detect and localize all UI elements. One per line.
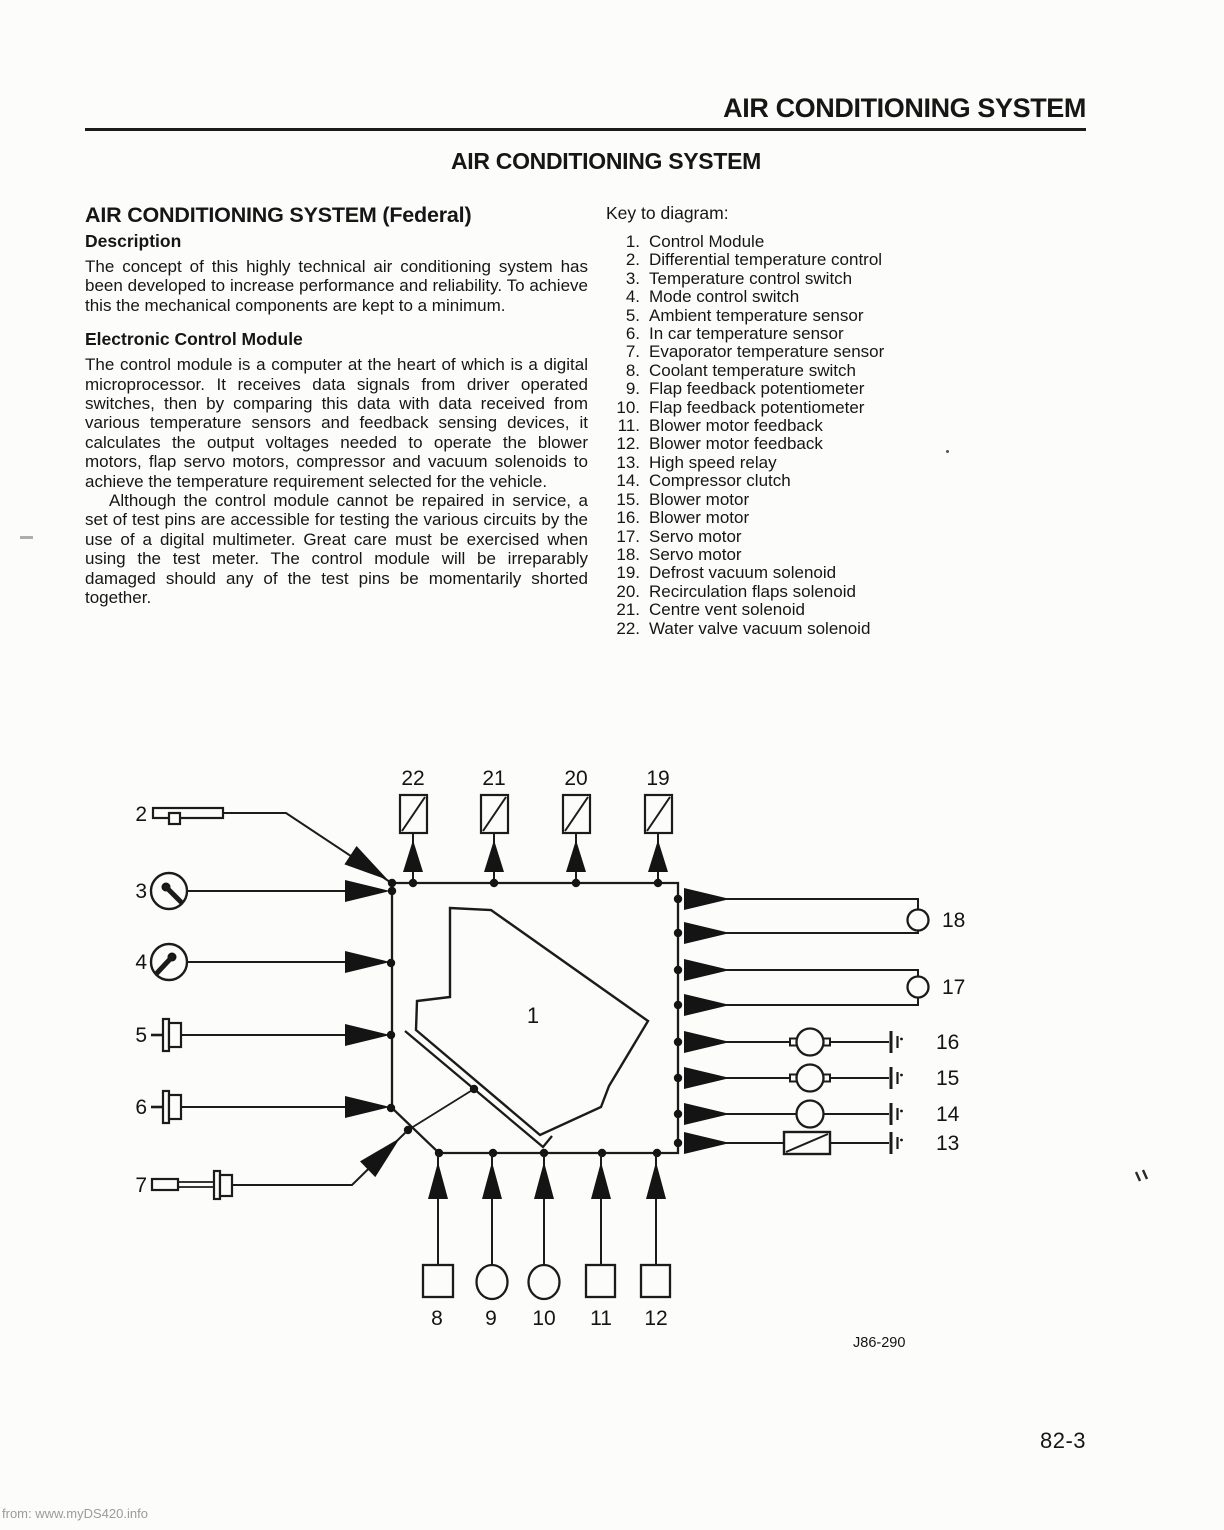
page-header-title: AIR CONDITIONING SYSTEM: [723, 93, 1086, 123]
scan-artifact-dot: [946, 450, 949, 453]
node-14-compressor-clutch: [684, 1101, 960, 1128]
node-9-flap-feedback-potentiometer: [477, 1153, 508, 1330]
node-label-19: 19: [646, 767, 670, 790]
node-label-20: 20: [564, 767, 588, 790]
figure-code: J86-290: [853, 1335, 906, 1351]
node-label-16: 16: [936, 1031, 960, 1054]
node-10-flap-feedback-potentiometer: [529, 1153, 560, 1330]
key-item-7: 7. Evaporator temperature sensor: [625, 342, 885, 362]
ecm-paragraph-2: Although the control module cannot be repaired in service, a set of test pins are accessible for testing the various circuits by the use of a digital multimeter. Great care must be exercised when using the test meter. The control module will be irreparably damaged should any of the test pins be momentarily shorted together.: [85, 491, 588, 608]
ground-symbol-16: [891, 1031, 903, 1053]
node-label-5: 5: [135, 1024, 147, 1047]
node-label-18: 18: [942, 909, 966, 932]
node-13-high-speed-relay: [684, 1132, 959, 1155]
node-label-21: 21: [482, 767, 506, 790]
key-item-11: 11. Blower motor feedback: [617, 416, 823, 436]
key-item-12: 12. Blower motor feedback: [616, 434, 823, 454]
node-label-11: 11: [590, 1307, 612, 1330]
node-label-6: 6: [135, 1096, 147, 1119]
key-item-18: 18. Servo motor: [616, 544, 742, 564]
node-18-servo-motor: [684, 888, 965, 944]
header-rule: [85, 128, 1086, 131]
key-item-17: 17. Servo motor: [616, 526, 742, 546]
key-column: [606, 203, 1066, 638]
key-item-22: 22. Water valve vacuum solenoid: [616, 618, 871, 638]
node-8-coolant-temperature-switch: [423, 1153, 453, 1330]
node-label-22: 22: [401, 767, 425, 790]
node-label-1: 1: [526, 1003, 540, 1028]
ground-symbol-15: [891, 1067, 903, 1089]
ecm-paragraph-1: The control module is a computer at the heart of which is a digital microprocessor. It receives data signals from driver operated switches, then by comparing this data with data received from various temperature sensors and feedback sensing devices, it calculates the output voltages needed to operate the blower motors, flap servo motors, compressor and vacuum solenoids to achieve the temperature requirement selected for the vehicle.: [85, 355, 588, 491]
key-item-5: 5. Ambient temperature sensor: [625, 305, 864, 325]
node-label-14: 14: [936, 1103, 960, 1126]
key-list: [606, 233, 1066, 638]
node-2-differential-temperature-control: [135, 803, 396, 889]
node-label-3: 3: [135, 880, 147, 903]
key-item-4: 4. Mode control switch: [625, 287, 800, 307]
key-heading: Key to diagram:: [606, 203, 729, 223]
key-item-10: 10. Flap feedback potentiometer: [616, 397, 865, 417]
key-item-20: 20. Recirculation flaps solenoid: [616, 581, 856, 601]
node-20-recirculation-flaps-solenoid: [563, 767, 590, 887]
key-item-6: 6. In car temperature sensor: [625, 324, 844, 344]
node-label-7: 7: [135, 1174, 147, 1197]
key-item-13: 13. High speed relay: [616, 452, 777, 472]
node-4-mode-control-switch: [135, 944, 395, 980]
page-title: AIR CONDITIONING SYSTEM: [450, 148, 761, 174]
scan-artifact-dash: [20, 536, 33, 539]
node-16-blower-motor: [684, 1029, 959, 1056]
key-item-8: 8. Coolant temperature switch: [625, 360, 856, 380]
key-item-21: 21. Centre vent solenoid: [616, 600, 805, 620]
description-heading: Description: [85, 231, 182, 251]
node-12-blower-motor-feedback: [641, 1153, 670, 1330]
node-label-17: 17: [942, 976, 966, 999]
wiring-diagram-figure: [0, 755, 1224, 1375]
node-6-in-car-temperature-sensor: [135, 1091, 395, 1123]
wiring-diagram: [0, 755, 1224, 1375]
node-label-10: 10: [532, 1307, 556, 1330]
node-label-8: 8: [431, 1307, 443, 1330]
key-item-2: 2. Differential temperature control: [625, 250, 883, 270]
description-paragraph: The concept of this highly technical air conditioning system has been developed to increase performance and reliability. To achieve this the mechanical components are kept to a minimum.: [85, 257, 588, 315]
node-3-temperature-control-switch: [135, 873, 396, 909]
key-item-19: 19. Defrost vacuum solenoid: [616, 563, 837, 583]
ground-symbol-13: [891, 1132, 903, 1154]
node-22-water-valve-vacuum-solenoid: [400, 767, 427, 887]
node-label-12: 12: [644, 1307, 668, 1330]
node-17-servo-motor: [684, 959, 965, 1016]
page-number: 82-3: [1040, 1428, 1087, 1453]
node-label-13: 13: [936, 1132, 960, 1155]
key-item-3: 3. Temperature control switch: [625, 268, 853, 288]
node-label-2: 2: [135, 803, 147, 826]
node-label-15: 15: [936, 1067, 960, 1090]
section-heading: AIR CONDITIONING SYSTEM (Federal): [85, 203, 472, 227]
node-label-4: 4: [135, 951, 147, 974]
node-21-centre-vent-solenoid: [481, 767, 508, 887]
node-5-ambient-temperature-sensor: [135, 1019, 395, 1051]
key-item-16: 16. Blower motor: [616, 508, 750, 528]
key-item-9: 9. Flap feedback potentiometer: [625, 379, 865, 399]
node-15-blower-motor: [684, 1065, 959, 1092]
node-label-9: 9: [485, 1307, 497, 1330]
node-11-blower-motor-feedback: [586, 1153, 615, 1330]
ecm-heading: Electronic Control Module: [85, 329, 303, 350]
ground-symbol-14: [891, 1103, 903, 1125]
watermark: from: www.myDS420.info: [2, 1506, 148, 1521]
key-item-1: 1. Control Module: [625, 232, 765, 251]
node-19-defrost-vacuum-solenoid: [645, 767, 672, 887]
node-7-evaporator-temperature-sensor: [135, 1130, 407, 1199]
scan-artifact-marks: [1136, 1170, 1147, 1181]
article-column: [85, 203, 588, 608]
node-1-control-module: [404, 908, 648, 1147]
key-item-14: 14. Compressor clutch: [616, 471, 791, 491]
key-item-15: 15. Blower motor: [616, 489, 750, 509]
